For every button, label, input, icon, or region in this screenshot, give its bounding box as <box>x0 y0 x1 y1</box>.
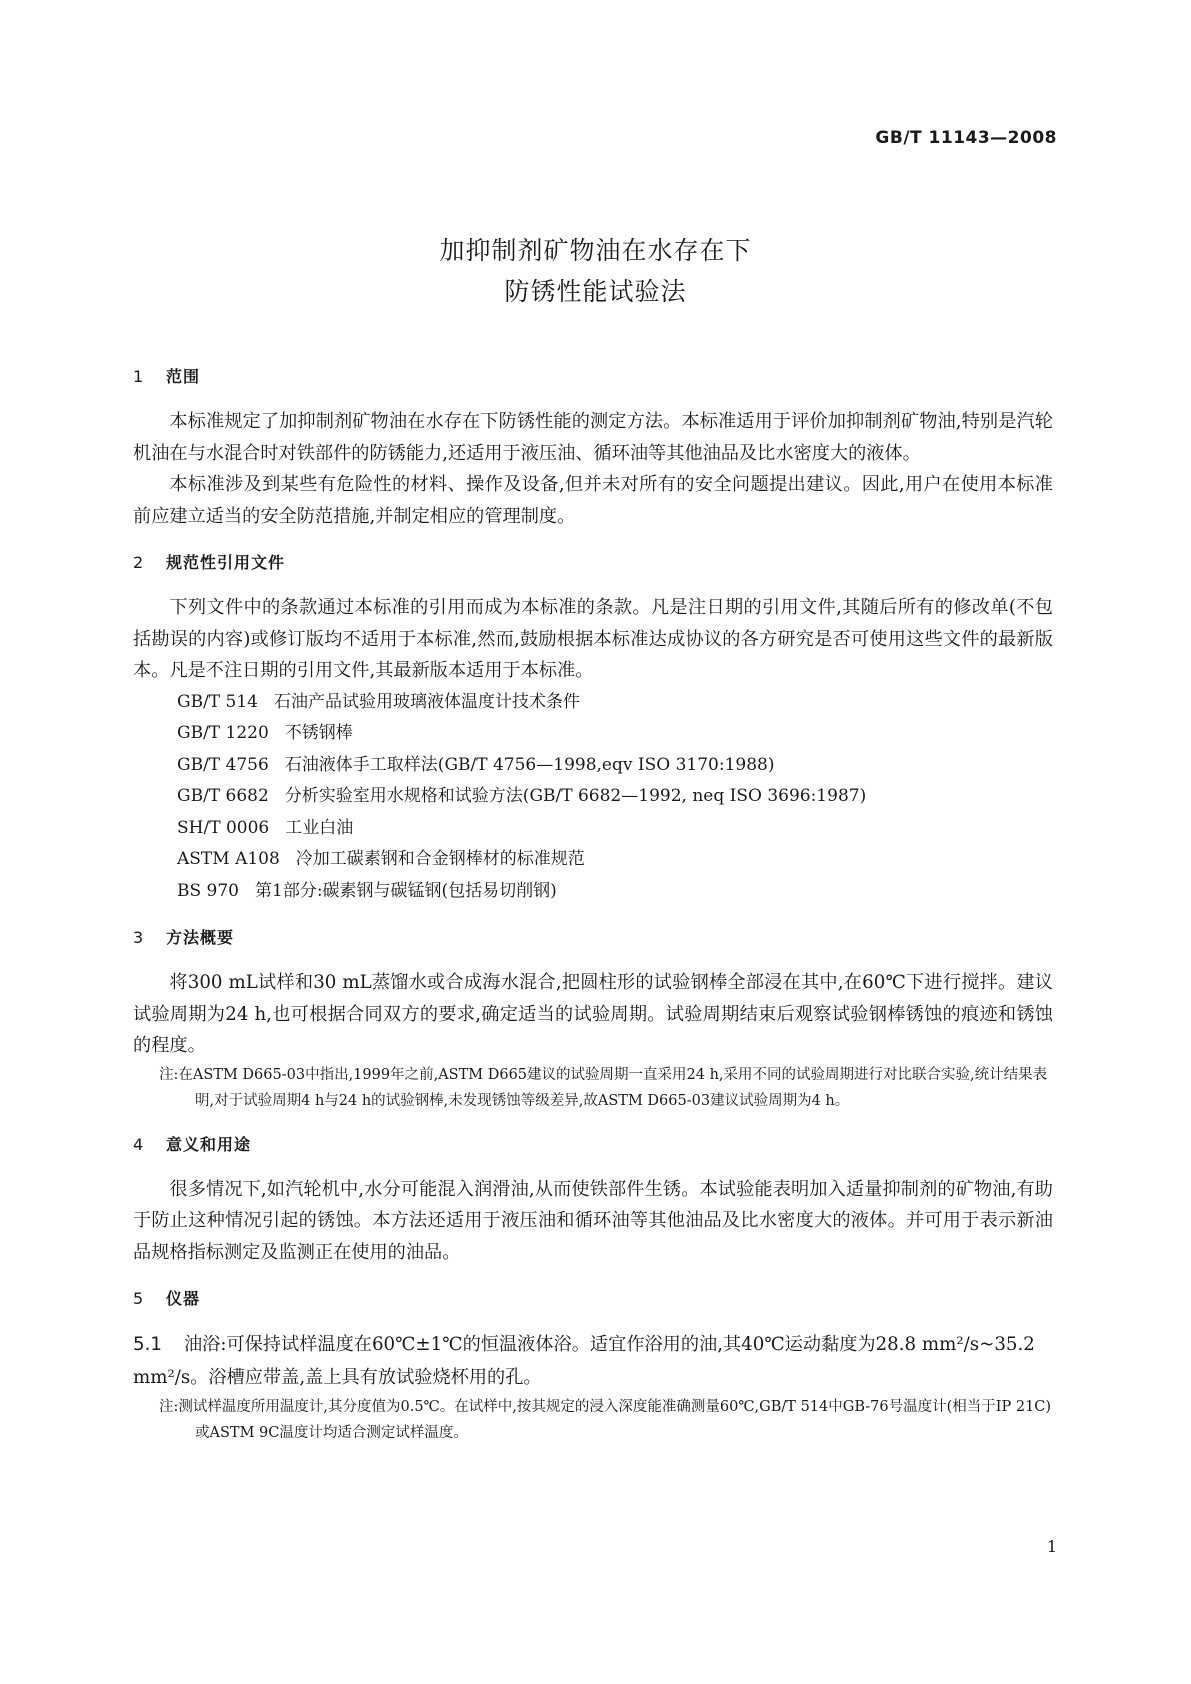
document-body <box>133 364 1053 1446</box>
reference-item: BS 970 第1部分:碳素钢与碳锰钢(包括易切削钢) <box>177 880 557 901</box>
title-line-1: 加抑制剂矿物油在水存在下 <box>439 236 752 265</box>
paragraph: 本标准涉及到某些有危险性的材料、操作及设备,但并未对所有的安全问题提出建议。因此,用户在使用本标准前应建立适当的安全防范措施,并制定相应的管理制度。 <box>133 474 1053 527</box>
note: 注:在ASTM D665-03中指出,1999年之前,ASTM D665建议的试验周期一直采用24 h,采用不同的试验周期进行对比联合实验,统计结果表明,对于试验周期4 h与24 h的试验钢棒,未发现锈蚀等级差异,故ASTM D665-03建议试验周期为4 h。 <box>159 1066 1048 1109</box>
title-line-2: 防锈性能试验法 <box>504 277 687 306</box>
note: 注:测试样温度所用温度计,其分度值为0.5℃。在试样中,按其规定的浸入深度能准确测量60℃,GB/T 514中GB-76号温度计(相当于IP 21C)或ASTM 9C温度计均适合测定试样温度。 <box>159 1399 1052 1441</box>
paragraph: 本标准规定了加抑制剂矿物油在水存在下防锈性能的测定方法。本标准适用于评价加抑制剂矿物油,特别是汽轮机油在与水混合时对铁部件的防锈能力,还适用于液压油、循环油等其他油品及比水密度大的液体。 <box>133 411 1053 464</box>
reference-item: ASTM A108 冷加工碳素钢和合金钢棒材的标准规范 <box>177 849 585 869</box>
reference-list <box>133 687 1053 908</box>
paragraph: 下列文件中的条款通过本标准的引用而成为本标准的条款。凡是注日期的引用文件,其随后所有的修改单(不包括勘误的内容)或修订版均不适用于本标准,然而,鼓励根据本标准达成协议的各方研究是否可使用这些文件的最新版本。凡是不注日期的引用文件,其最新版本适用于本标准。 <box>133 597 1053 681</box>
paragraph: 很多情况下,如汽轮机中,水分可能混入润滑油,从而使铁部件生锈。本试验能表明加入适量抑制剂的矿物油,有助于防止这种情况引起的锈蚀。本方法还适用于液压油和循环油等其他油品及比水密度大的液体。并可用于表示新油品规格指标测定及监测正在使用的油品。 <box>133 1178 1053 1263</box>
section-heading-4: 4 意义和用途 <box>133 1134 252 1154</box>
reference-item: GB/T 4756 石油液体手工取样法(GB/T 4756—1998,eqv ISO 3170:1988) <box>177 754 775 775</box>
section-heading-2: 2 规范性引用文件 <box>133 553 286 572</box>
standard-code: GB/T 11143—2008 <box>875 128 1057 148</box>
reference-item: GB/T 514 石油产品试验用玻璃液体温度计技术条件 <box>177 691 580 712</box>
reference-item: GB/T 1220 不锈钢棒 <box>177 723 353 743</box>
reference-item: GB/T 6682 分析实验室用水规格和试验方法(GB/T 6682—1992, neq ISO 3696:1987) <box>177 786 867 806</box>
section-heading-5: 5 仪器 <box>133 1289 201 1308</box>
section-heading-3: 3 方法概要 <box>133 928 235 947</box>
page-number: 1 <box>1046 1537 1057 1556</box>
section-heading-1: 1 范围 <box>133 367 201 386</box>
reference-item: SH/T 0006 工业白油 <box>177 817 354 838</box>
document-title <box>0 230 1191 312</box>
subsection-5-1: 5.1 油浴:可保持试样温度在60℃±1℃的恒温液体浴。适宜作浴用的油,其40℃运动黏度为28.8 mm²/s~35.2 mm²/s。浴槽应带盖,盖上具有放试验烧杯用的孔。 <box>133 1334 1035 1388</box>
paragraph: 将300 mL试样和30 mL蒸馏水或合成海水混合,把圆柱形的试验钢棒全部浸在其中,在60℃下进行搅拌。建议试验周期为24 h,也可根据合同双方的要求,确定适当的试验周期。试验周期结束后观察试验钢棒锈蚀的痕迹和锈蚀的程度。 <box>133 972 1053 1056</box>
